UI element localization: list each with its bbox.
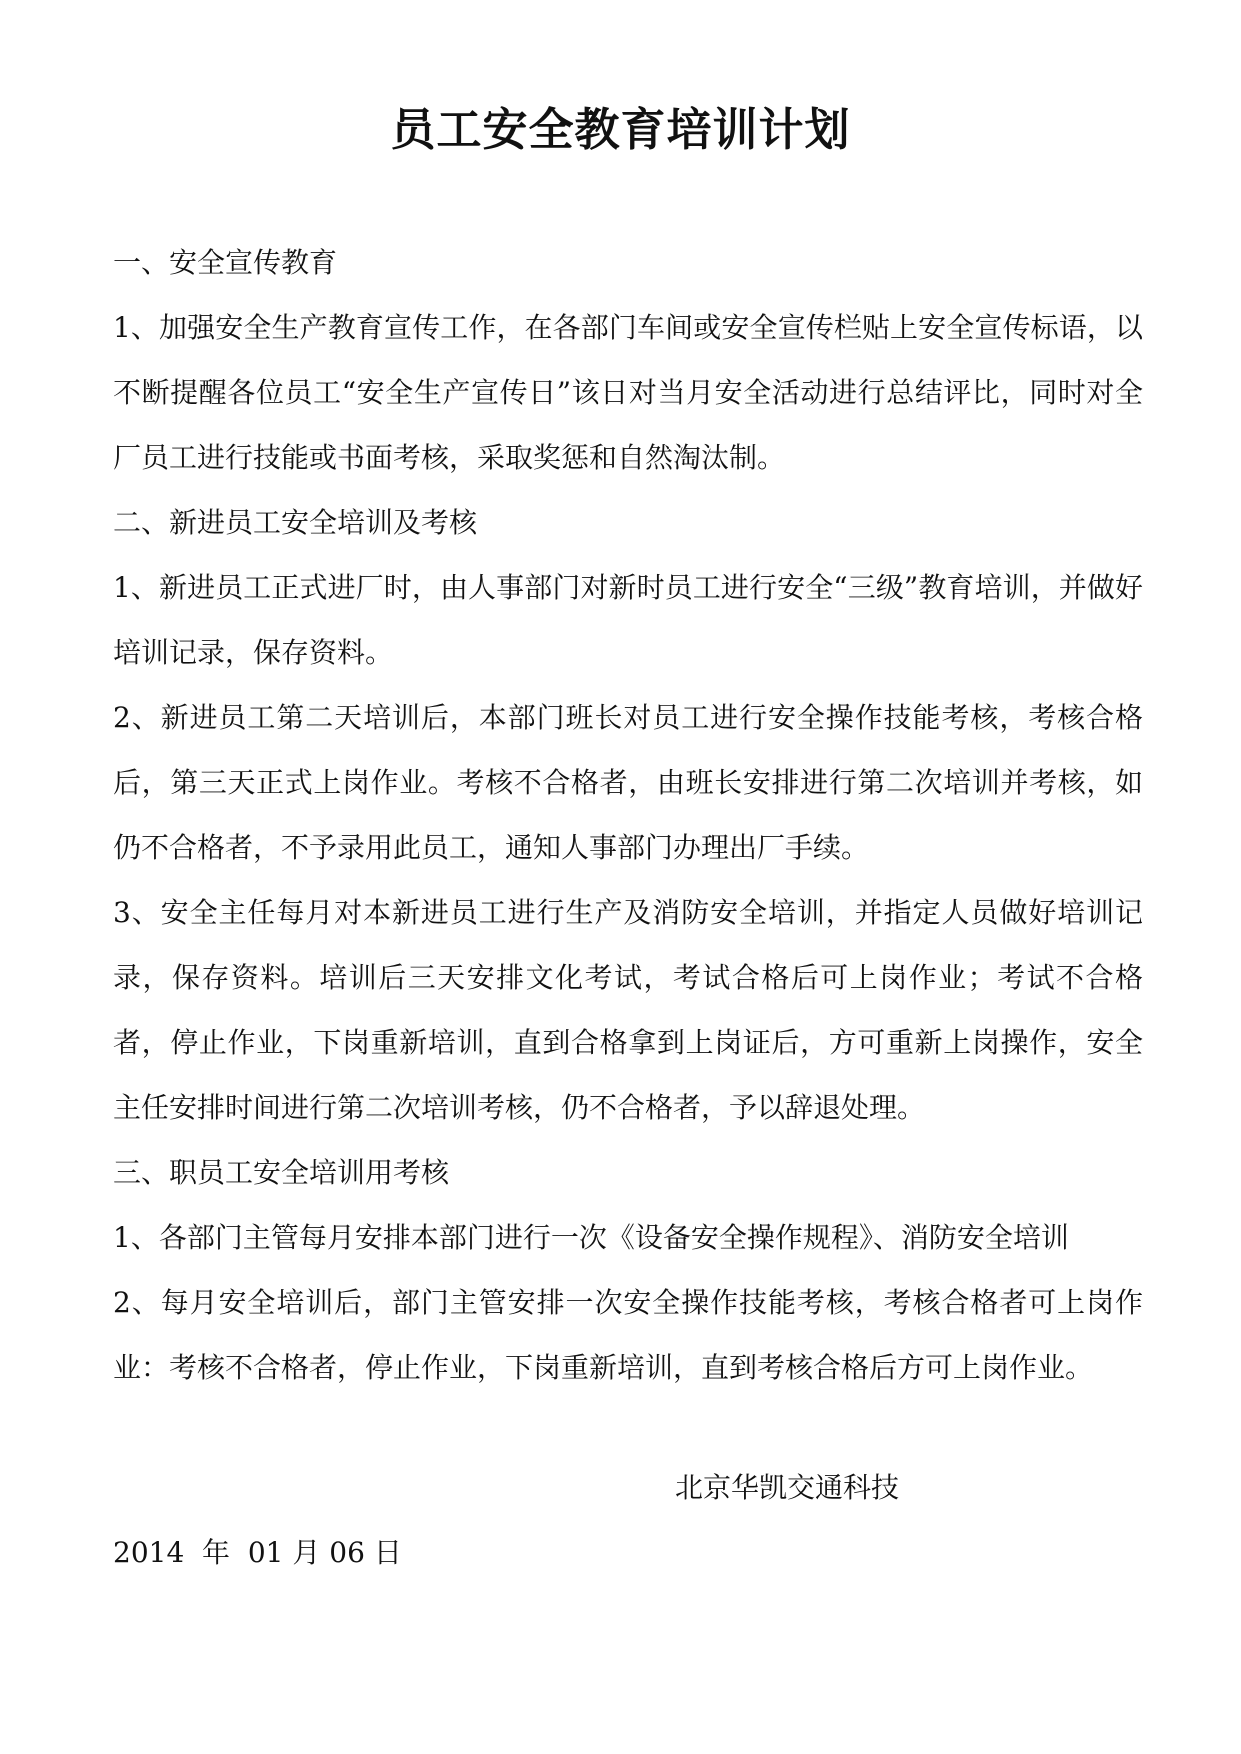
section-heading-3: 三、职员工安全培训用考核 <box>113 1156 450 1189</box>
document-date: 2014 年 01 月 06 日 <box>113 1536 402 1569</box>
paragraph: 3、安全主任每月对本新进员工进行生产及消防安全培训，并指定人员做好培训记录，保存资料。培训后三天安排文化考试，考试合格后可上岗作业；考试不合格者，停止作业，下岗重新培训，直到合格拿到上岗证后，方可重新上岗操作，安全主任安排时间进行第二次培训考核，仍不合格者，予以辞退处理。 <box>113 896 1143 1124</box>
paragraph: 1、各部门主管每月安排本部门进行一次《设备安全操作规程》、消防安全培训 <box>113 1221 1069 1254</box>
paragraph: 1、新进员工正式进厂时，由人事部门对新时员工进行安全“三级”教育培训，并做好培训记录，保存资料。 <box>113 571 1143 669</box>
document-body <box>113 230 1143 1400</box>
paragraph: 2、新进员工第二天培训后，本部门班长对员工进行安全操作技能考核，考核合格后，第三天正式上岗作业。考核不合格者，由班长安排进行第二次培训并考核，如仍不合格者，不予录用此员工，通知人事部门办理出厂手续。 <box>113 701 1143 864</box>
signature-org: 北京华凯交通科技 <box>675 1471 900 1504</box>
section-heading-2: 二、新进员工安全培训及考核 <box>113 506 478 539</box>
section-heading-1: 一、安全宣传教育 <box>113 246 338 279</box>
document-title: 员工安全教育培训计划 <box>390 103 851 156</box>
paragraph: 1、加强安全生产教育宣传工作，在各部门车间或安全宣传栏贴上安全宣传标语，以不断提醒各位员工“安全生产宣传日”该日对当月安全活动进行总结评比，同时对全厂员工进行技能或书面考核，采取奖惩和自然淘汰制。 <box>113 311 1143 474</box>
paragraph: 2、每月安全培训后，部门主管安排一次安全操作技能考核，考核合格者可上岗作业：考核不合格者，停止作业，下岗重新培训，直到考核合格后方可上岗作业。 <box>113 1286 1143 1384</box>
